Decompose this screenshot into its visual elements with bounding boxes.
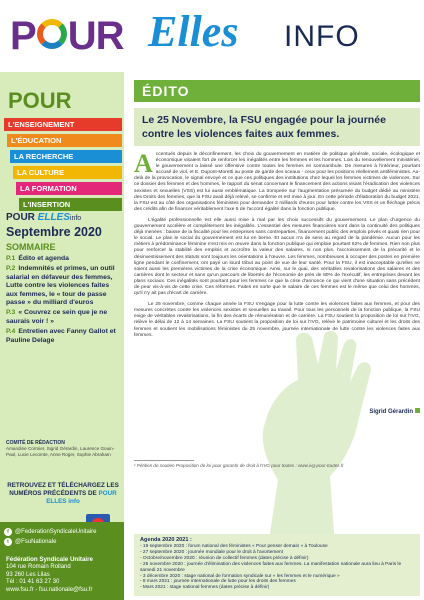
- toc-text: Indemnités et primes, un outil salarial en défaveur des femmes, Lutte contre les violences faites aux femmes, le « tour de passe passe » du milliard d'euros: [6, 265, 115, 307]
- signature-square-icon: [415, 408, 420, 413]
- mission-bar: LA CULTURE: [13, 166, 122, 179]
- agenda-item: - Mars 2021 : stage national femmes (dates précise à définir): [140, 585, 270, 591]
- footnote-rule: [134, 460, 194, 461]
- masthead-elles: Elles: [148, 7, 239, 56]
- venus-logo-icon: [37, 19, 67, 49]
- mission-bar: LA FORMATION: [16, 182, 122, 195]
- agenda-title: Agenda 2020 2021 :: [140, 537, 192, 543]
- toc-item[interactable]: [6, 309, 120, 326]
- signature: Sigrid Gérardin: [134, 408, 420, 415]
- agenda-list: [140, 544, 414, 591]
- sidebar: [0, 72, 124, 600]
- social-link[interactable]: [4, 528, 124, 536]
- sommaire-title: SOMMAIRE: [6, 242, 56, 252]
- edito-banner: ÉDITO: [134, 80, 420, 102]
- table-of-contents: [6, 255, 120, 345]
- agenda-item: - 8 mars 2021 : journée internationale de lutte pour les droits des femmes: [140, 579, 296, 585]
- toc-page: P.2: [6, 265, 16, 273]
- sidebar-pour: POUR: [8, 88, 72, 113]
- mission-bar: LA RECHERCHE: [10, 150, 122, 163]
- agenda-item: - 27 septembre 2020 : journée mondiale pour le droit à l'avortement: [140, 549, 284, 555]
- previous-issues-link[interactable]: RETROUVEZ ET TÉLÉCHARGEZ LES NUMÉROS PRÉCÉDENTS DE POUR ELLES info: [7, 482, 119, 505]
- toc-item[interactable]: [6, 255, 120, 263]
- raised-fist-illustration: [226, 330, 386, 560]
- agenda-item: - 19 septembre 2020 : forum national des féministes « Pour penser demain » à Toulouse: [140, 544, 328, 549]
- agenda-box: [134, 534, 420, 596]
- article-body: Accentués depuis le déconfinement, les choix du gouvernement en matière de politique générale, sociale, écologique et économique visaient fort de renforcer les inégalités entre les femmes et les hommes. Lois du renouvellement ministériel, le gouvernement a laissé une offensive contre toutes les femmes en somnambule. De mesures à l'intérieur, pourtant accusé de viol, et E. Dupont-Moretti au poste de garde des sceaux - ceux pour les positions réellement antiféministes. Au-delà de la provocation, le signal envoyé et ce que ces politiques des institutions chez lequel les femmes victimes de violences. Sur ce dossier des femmes et des hommes, le rapport du sénat concernant le financement des actions visant l'éradication des violences sexistes et sexuelles (VSS) est lui aussi emblématique. La tromperie sur l'augmentation présumée du budget dédié au ministère des Droits des femmes, que la FSU avait déjà relevé, se confirme et est mise à jour. En cette période d'élaboration du budget 2021, la FSU est au côté des organisations féministes pour demander 2 milliards d'euros pour lutter contre les VSS et un fléchage précis des crédits afin de financer véritablement l'axe 5 de l'accord égalité dans la fonction publique. L'égalité professionnelle est elle aussi mise à mal par les choix successifs du gouvernement. Le plan d'urgence du gouvernement accélère et complètement les inégalités. L'essentiel des mesures financières sont dans la continuité des politiques déjà menées : baisse de la fiscalité pour les entreprises sans contreparties, financement public des emplois privés et quasi rien pour le social. Le plan le social du gouvernement est lui en berne. Et aucun n'a de sens au regard de la pandémie. Aucun pour les métiers à prédominance féminine n'est mis en œuvre dans la fonction publique qui emploie pourtant 62% de femmes. Rien non plus pour renforcer la stabilité des emplois et accroître la valeur des salaires, ni non plus, l'accroissement de la précarité et le désinvestissement des statuts sont toujours les orientations à l'œuvre. Les femmes, nombreuses à occuper des postes en première ligne pendant le confinement, ont payé un lourd tribut au point de vue de leur santé. Pour la FSU, il est inacceptable qu'elles ne soient aussi les premières victimes de la crise économique. Ainsi, sur le quai, des véritables revalorisations des salaires et des carrières dont le secteur et sans qu'un parcours de libertés de l'économie de près de 80% de l'exécutif, les entreprises devant les plans sociaux. Ces inégalités sont pourtant pour les femmes ce que la crise d'annonce ce qui vient d'une situation sans précédent de peur vis-à-vis de cette crise. Ces réformes. Faites en sorte que le salaire de ces femmes est le même que celui des hommes, qu'il n'y ait pas d'écart de carrière. Le 25 novembre, comme chaque année la FSU s'engage pour la lutte contre les violences faites aux femmes, et pour des mesures concrètes contre les violences sexistes et sexuelles au travail. Pour tous les personnels de la fonction publique, la FSU exige de véritables revalorisations, la fin des écarts de rémunération et de carrière. La FSU soutient la proposition de loi sur l'IVG, relève le délai de 12 à 14 semaines. La FSU soutient la proposition de loi sur l'IVG, relève le patrimoine culturel et les droits des femmes et soutient les mobilisations féministes du 25 novembre, journée internationale de lutte contre les violences faites aux femmes.: [134, 149, 420, 338]
- social-links: [4, 528, 124, 548]
- mission-bar: L'ENSEIGNEMENT: [4, 118, 122, 131]
- toc-item[interactable]: [6, 328, 120, 345]
- toc-text: Édito et agenda: [18, 255, 69, 262]
- article-headline: Le 25 Novembre, la FSU engagée pour la journée contre les violences faites aux femmes.: [142, 114, 386, 140]
- editorial-committee: COMITÉ DE RÉDACTION Amandine Cormier, Sigrid Gérardin, Laurence Gouin-Paul, Lucie Lecomte, Anne Roger, Sophie Abraham: [6, 440, 115, 457]
- social-handle: @FsuNationale: [15, 539, 57, 545]
- address-block: Fédération Syndicale Unitaire 104 rue Romain Rolland 93 260 Les Lilas Tél : 01 41 63 27 30 www.fsu.fr - fsu.nationale@fsu.fr: [6, 556, 93, 593]
- sidebar-mission-list: [4, 118, 122, 214]
- agenda-item: - 25 novembre 2020 : journée d'élimination des violences faites aux femmes. La manifestation nationale aura lieu à Paris le samedi 21 novembre: [140, 561, 402, 573]
- drop-cap: A: [134, 149, 153, 178]
- mission-bar: L'INSERTION: [19, 198, 122, 211]
- agenda-item: - Octobre/novembre 2020 : réunion de collectif femmes (dates précise à définir): [140, 555, 309, 561]
- masthead-info: INFO: [284, 20, 360, 53]
- issue-block: [6, 212, 120, 347]
- contact-web-link[interactable]: www.fsu.fr - fsu.nationale@fsu.fr: [6, 586, 93, 593]
- facebook-icon: f: [4, 528, 12, 536]
- footnote: ¹ Pétition de soutien Proposition de loi pour garantir de droit à l'IVG pour toutes : www.ivg-pour-toutes.fr: [134, 463, 344, 468]
- toc-item[interactable]: [6, 265, 120, 307]
- mission-bar: L'ÉDUCATION: [7, 134, 122, 147]
- social-link[interactable]: [4, 538, 124, 546]
- agenda-item: - 3 décembre 2020 : stage national de formation syndicale sur « les femmes et le numérique »: [140, 573, 340, 579]
- headline-box: [134, 108, 420, 146]
- masthead: [0, 0, 424, 72]
- toc-page: P.1: [6, 255, 16, 262]
- masthead-pour: P UR: [10, 14, 124, 58]
- issue-date: Septembre 2020: [6, 225, 102, 239]
- issue-title: POUR ELLESinfo: [6, 212, 82, 223]
- social-handle: @FederationSyndicaleUnitaire: [15, 529, 97, 535]
- toc-text: « Couvrez ce sein que je ne saurais voir ! »: [6, 309, 108, 325]
- toc-text: Entretien avec Fanny Gallot et Pauline Delage: [6, 328, 116, 344]
- twitter-icon: t: [4, 538, 12, 546]
- toc-page: P.3: [6, 309, 16, 317]
- toc-page: P.4: [6, 328, 16, 336]
